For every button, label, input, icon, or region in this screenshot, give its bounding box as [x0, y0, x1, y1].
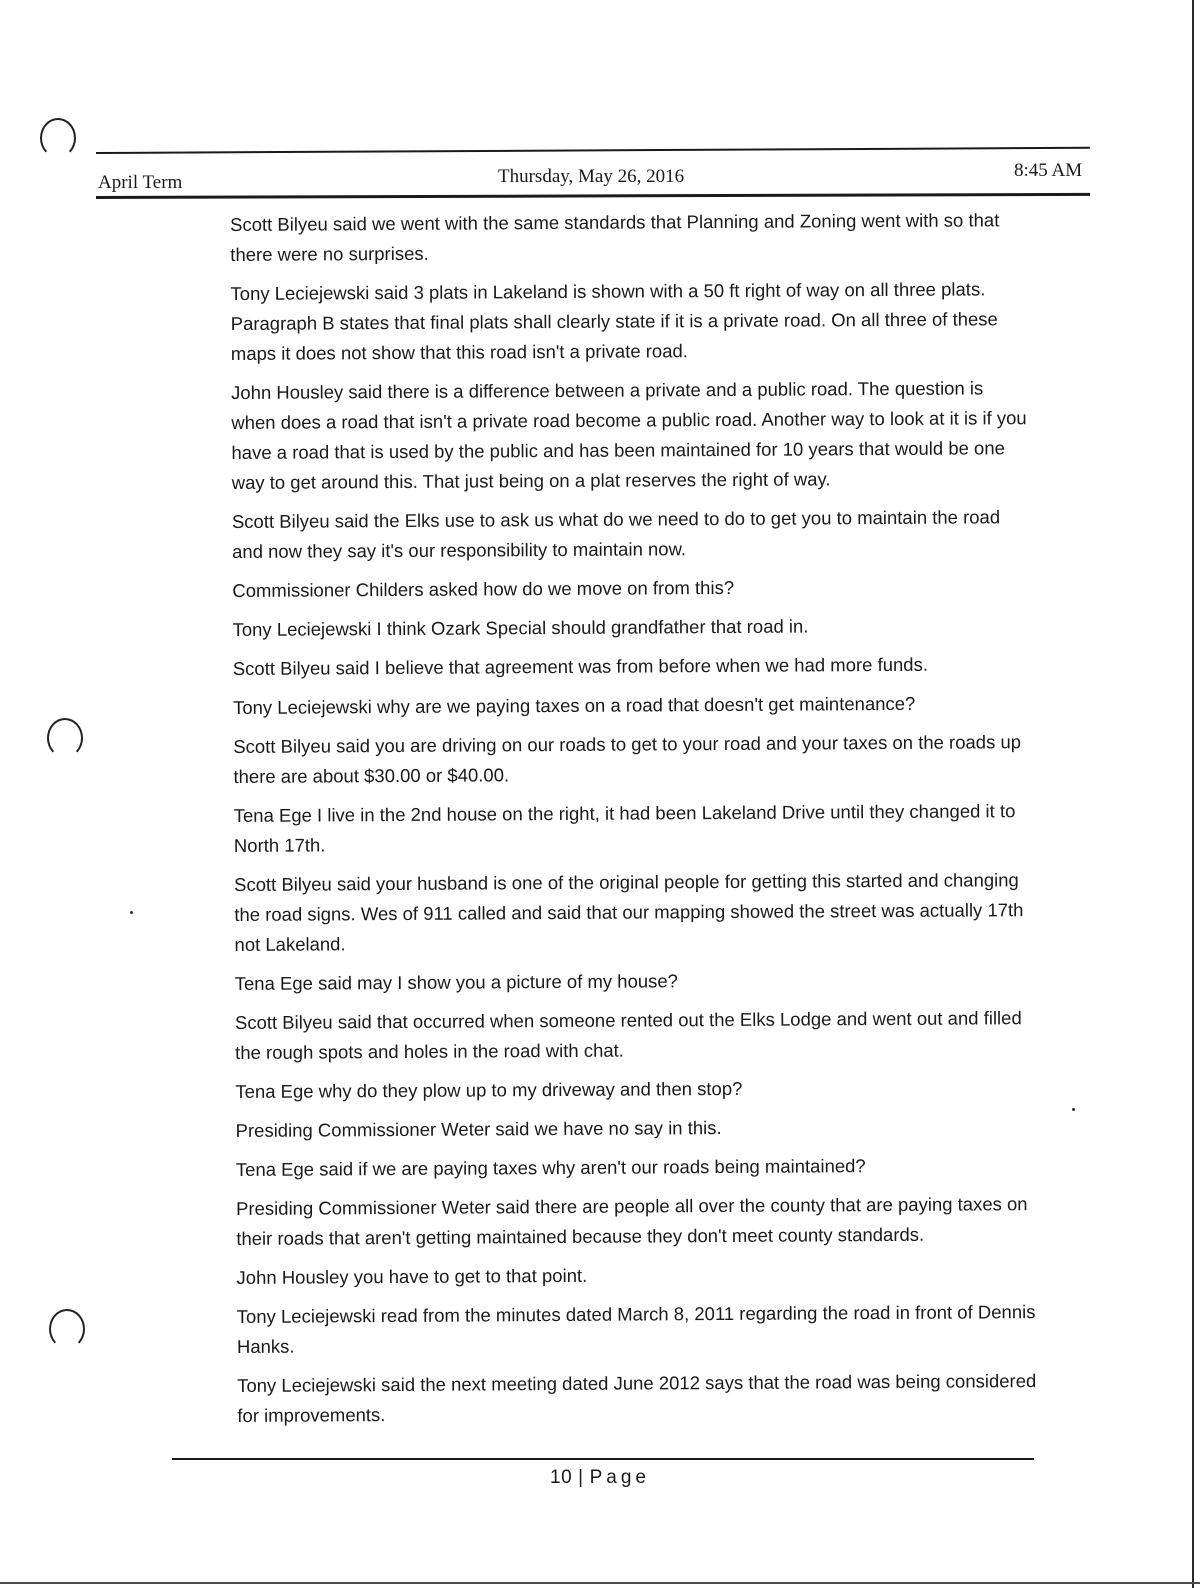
page-footer [0, 1467, 1200, 1489]
page-edge-bottom [0, 1582, 1200, 1584]
binder-hole-middle [47, 718, 83, 758]
minutes-paragraph: Tena Ege said may I show you a picture of my house? [234, 970, 678, 994]
minutes-paragraph: Tony Leciejewski why are we paying taxes on a road that doesn't get maintenance? [232, 692, 916, 718]
minutes-paragraph: Presiding Commissioner Weter said we have no say in this. [235, 1117, 722, 1141]
scan-speck [1072, 1108, 1075, 1111]
footer-rule [172, 1458, 1034, 1460]
minutes-paragraph: John Housley said there is a difference between a private and a public road. The question is when does a road that isn't a private road become a public road. Another way to look at it is if you have a road that is used by the public and has been maintained for 10 years that would be one way to get around this. That just being on a plat reserves the right of way. [231, 377, 1027, 493]
minutes-paragraph: Tena Ege I live in the 2nd house on the right, it had been Lakeland Drive until they changed it to North 17th. [233, 800, 1016, 856]
minutes-paragraph: John Housley you have to get to that point. [236, 1264, 588, 1288]
page-edge-right [1192, 0, 1194, 1588]
page-number: 10 [550, 1467, 573, 1488]
footer-separator: | [578, 1467, 584, 1488]
minutes-paragraph: Scott Bilyeu said I believe that agreement was from before when we had more funds. [232, 653, 929, 679]
header-date: Thursday, May 26, 2016 [498, 166, 685, 187]
minutes-paragraph: Tena Ege said if we are paying taxes why aren't our roads being maintained? [235, 1155, 866, 1180]
header-term: April Term [98, 172, 183, 193]
page-label: Page [589, 1467, 650, 1488]
minutes-paragraph: Scott Bilyeu said you are driving on our roads to get to your road and your taxes on the roads up there are about $30.00 or $40.00. [233, 731, 1022, 787]
minutes-paragraph: Scott Bilyeu said your husband is one of the original people for getting this started and changing the road signs. Wes of 911 called and said that our mapping showed the street was actually 17th not Lakeland. [234, 869, 1024, 955]
binder-hole-bottom [49, 1309, 85, 1349]
header-rule-bottom [96, 193, 1090, 199]
minutes-paragraph: Scott Bilyeu said that occurred when someone rented out the Elks Lodge and went out and filled the rough spots and holes in the road with chat. [234, 1007, 1022, 1063]
minutes-paragraph: Scott Bilyeu said the Elks use to ask us what do we need to do to get you to maintain the road and now they say it's our responsibility to maintain now. [231, 506, 1001, 562]
minutes-body [230, 205, 1037, 1440]
minutes-paragraph: Tony Leciejewski said the next meeting dated June 2012 says that the road was being considered for improvements. [237, 1370, 1037, 1426]
minutes-paragraph: Commissioner Childers asked how do we move on from this? [232, 576, 735, 601]
header-rule-top [96, 147, 1090, 154]
header-time: 8:45 AM [1014, 160, 1083, 181]
minutes-paragraph: Tena Ege why do they plow up to my driveway and then stop? [235, 1077, 743, 1102]
scan-speck [130, 911, 133, 914]
minutes-paragraph: Tony Leciejewski read from the minutes dated March 8, 2011 regarding the road in front of Dennis Hanks. [236, 1301, 1036, 1357]
minutes-paragraph: Presiding Commissioner Weter said there are people all over the county that are paying taxes on their roads that aren't getting maintained because they don't meet county standards. [236, 1193, 1028, 1249]
minutes-paragraph: Scott Bilyeu said we went with the same standards that Planning and Zoning went with so that there were no surprises. [230, 209, 1000, 265]
minutes-paragraph: Tony Leciejewski I think Ozark Special should grandfather that road in. [232, 615, 809, 640]
minutes-paragraph: Tony Leciejewski said 3 plats in Lakeland is shown with a 50 ft right of way on all three plats. Paragraph B states that final plats shall clearly state if it is a private road. On all three of these maps it does not show that this road isn't a private road. [230, 278, 998, 364]
binder-hole-top [40, 118, 76, 158]
